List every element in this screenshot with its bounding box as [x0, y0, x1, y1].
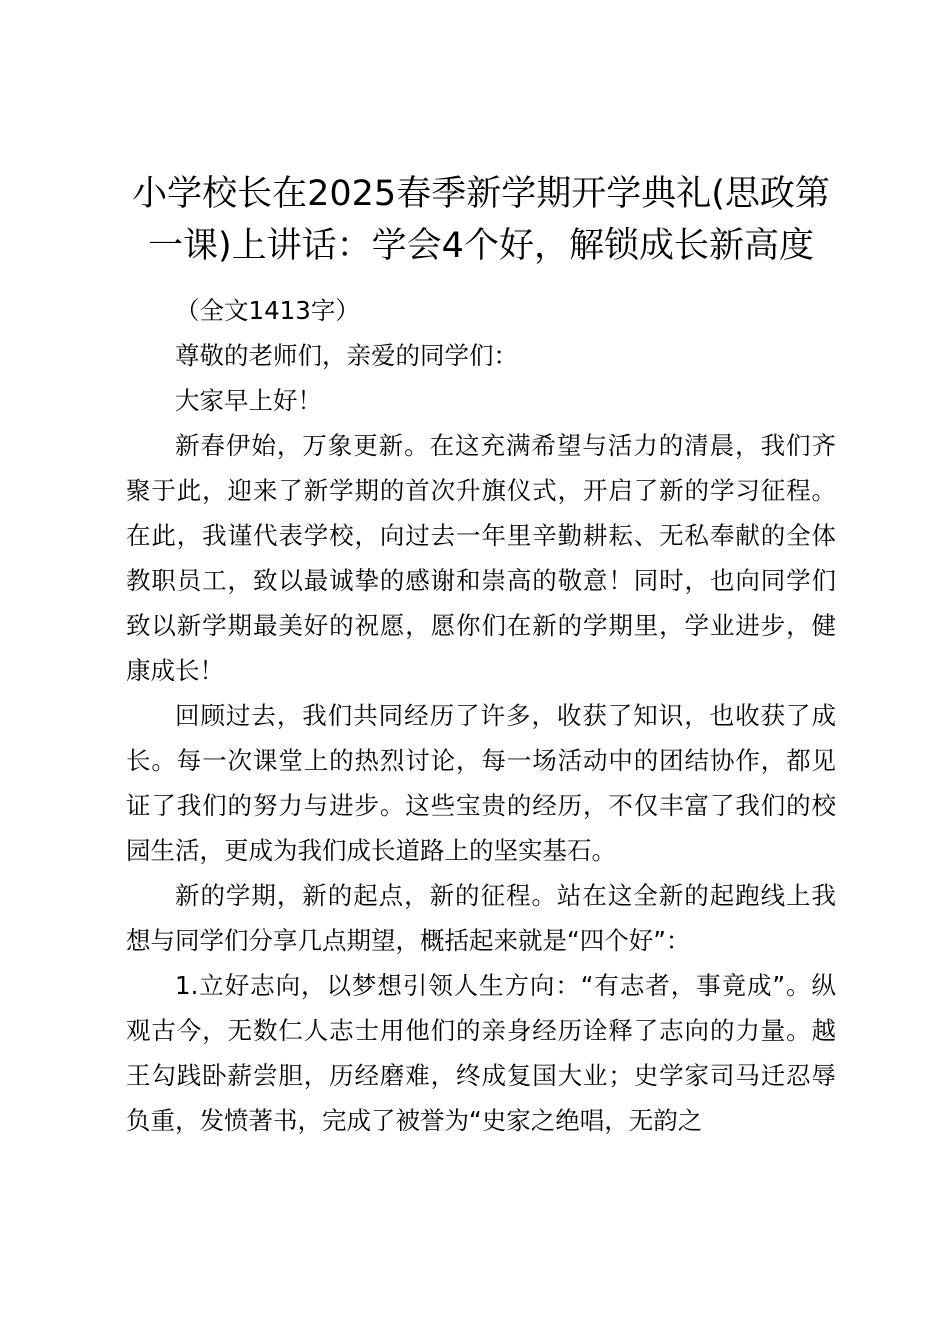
salutation: 尊敬的老师们，亲爱的同学们： [175, 341, 518, 370]
body-paragraph: 新的学期，新的起点，新的征程。站在这全新的起跑线上我想与同学们分享几点期望，概括起来就是“四个好”： [126, 881, 836, 955]
body-paragraph: 新春伊始，万象更新。在这充满希望与活力的清晨，我们齐聚于此，迎来了新学期的首次升旗仪式，开启了新的学习征程。在此，我谨代表学校，向过去一年里辛勤耕耘、无私奉献的全体教职员工，致以最诚挚的感谢和崇高的敬意！同时，也向同学们致以新学期最美好的祝愿，愿你们在新的学期里，学业进步，健康成长！ [126, 431, 836, 685]
document-title: 小学校长在2025春季新学期开学典礼(思政第一课)上讲话：学会4个好，解锁成长新高度 [132, 174, 830, 266]
word-count: （全文1413字） [175, 296, 360, 325]
body-paragraph: 1.立好志向，以梦想引领人生方向：“有志者，事竟成”。纵观古今，无数仁人志士用他们的亲身经历诠释了志向的力量。越王勾践卧薪尝胆，历经磨难，终成复国大业；史学家司马迁忍辱负重，发愤著书，完成了被誉为“史家之绝唱，无韵之 [126, 971, 836, 1135]
greeting: 大家早上好！ [175, 386, 322, 415]
document-page [126, 168, 836, 1143]
body-paragraph: 回顾过去，我们共同经历了许多，收获了知识，也收获了成长。每一次课堂上的热烈讨论，每一场活动中的团结协作，都见证了我们的努力与进步。这些宝贵的经历，不仅丰富了我们的校园生活，更成为我们成长道路上的坚实基石。 [126, 701, 836, 865]
